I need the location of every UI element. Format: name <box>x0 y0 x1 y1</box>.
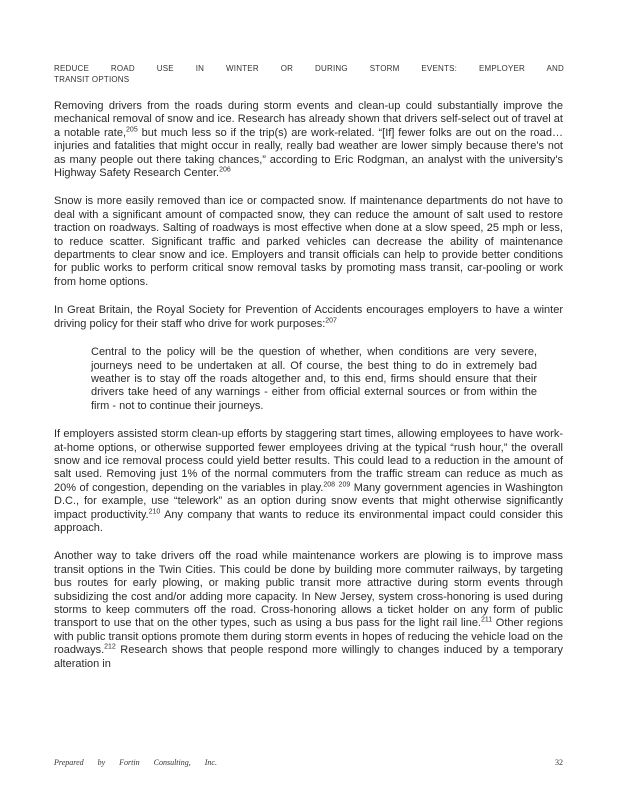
footnote-ref-205: 205 <box>126 126 138 134</box>
section-heading-line1: REDUCE ROAD USE IN WINTER OR DURING STORM EVENTS: EMPLOYER AND <box>54 64 564 73</box>
paragraph-4-text-b: Many government agencies in Washington D.C., for example, use “telework” as an option during snow events that might otherwise significantly impact productivity. <box>54 481 563 521</box>
paragraph-5 <box>54 550 563 671</box>
paragraph-4-text-a: If employers assisted storm clean-up efforts by staggering start times, allowing employees to have work-at-home options, or otherwise supported fewer employees driving at the typical “rush hour,” the overall snow and ice removal process could yield better results. This could lead to a reduction in the amount of salt used. Removing just 1% of the normal commuters from the traffic stream can reduce as much as 20% of congestion, depending on the variables in play. <box>54 428 563 494</box>
footnote-ref-208: 208 <box>323 481 336 489</box>
paragraph-2: Snow is more easily removed than ice or compacted snow. If maintenance departments do not have to deal with a significant amount of compacted snow, they can reduce the amount of salt used to restore traction on roadways. Salting of roadways is most effective when done at a slow speed, 25 mph or less, to reduce scatter. Significant traffic and parked vehicles can decrease the ability of maintenance departments to clear snow and ice. Employers and transit officials can help to provide better conditions for public works to perform critical snow removal tasks by promoting mass transit, car-pooling or work from home options. <box>54 195 563 288</box>
paragraph-1 <box>54 100 563 180</box>
page-footer <box>54 758 563 767</box>
section-heading-line2: TRANSIT OPTIONS <box>54 75 130 84</box>
footnote-ref-207: 207 <box>325 317 337 325</box>
block-quote: Central to the policy will be the question of whether, when conditions are very severe, journeys need to be undertaken at all. Of course, the best thing to do in extremely bad weather is to stay off the roads altogether and, to this end, firms should ensure that their drivers take heed of any warnings - either from official external sources or from within the firm - not to continue their journeys. <box>91 346 537 412</box>
paragraph-3 <box>54 304 563 331</box>
paragraph-5-text-c: Research shows that people respond more willingly to changes induced by a temporary alteration in <box>54 644 563 670</box>
paragraph-3-text: In Great Britain, the Royal Society for Prevention of Accidents encourages employers to have a winter driving policy for their staff who drive for work purposes: <box>54 304 563 330</box>
footer-prepared-by: Prepared by Fortin Consulting, Inc. <box>54 758 217 767</box>
footnote-ref-212: 212 <box>104 643 116 651</box>
footnote-ref-210: 210 <box>148 507 161 515</box>
paragraph-1-text-b: but much less so if the trip(s) are work-related. “[If] fewer folks are out on the road…injuries and fatalities that might occur in really, really bad weather are lower simply because there's not as many people out there taking chances,” according to Eric Rodgman, an analyst with the university's Highway Safety Research Center. <box>54 126 563 180</box>
footnote-ref-206: 206 <box>219 166 231 174</box>
paragraph-1-text-a: Removing drivers from the roads during storm events and clean-up could substantially improve the mechanical removal of snow and ice. Research has already shown that drivers self-select out of travel at a notable rate, <box>54 100 563 139</box>
footnote-ref-209: 209 <box>338 481 351 489</box>
footnote-ref-211: 211 <box>481 616 493 624</box>
paragraph-5-text-a: Another way to take drivers off the road while maintenance workers are plowing is to improve mass transit options in the Twin Cities. This could be done by building more commuter railways, by targeting bus routes for early plowing, or making public transit more attractive during storm events through subsidizing the cost and/or adding more capacity. In New Jersey, system cross-honoring is used during storms to keep commuters off the road. Cross-honoring allows a ticket holder on any form of public transport to use that on the other types, such as using a bus pass for the light rail line. <box>54 550 563 630</box>
section-heading <box>54 63 564 85</box>
paragraph-4 <box>54 428 563 535</box>
paragraph-4-text-c: Any company that wants to reduce its environmental impact could consider this approach. <box>54 508 564 534</box>
paragraph-5-text-b: Other regions with public transit options promote them during storm events in hopes of reducing the vehicle load on the roadways. <box>54 617 563 657</box>
page-number: 32 <box>555 758 563 767</box>
document-body <box>54 100 563 686</box>
